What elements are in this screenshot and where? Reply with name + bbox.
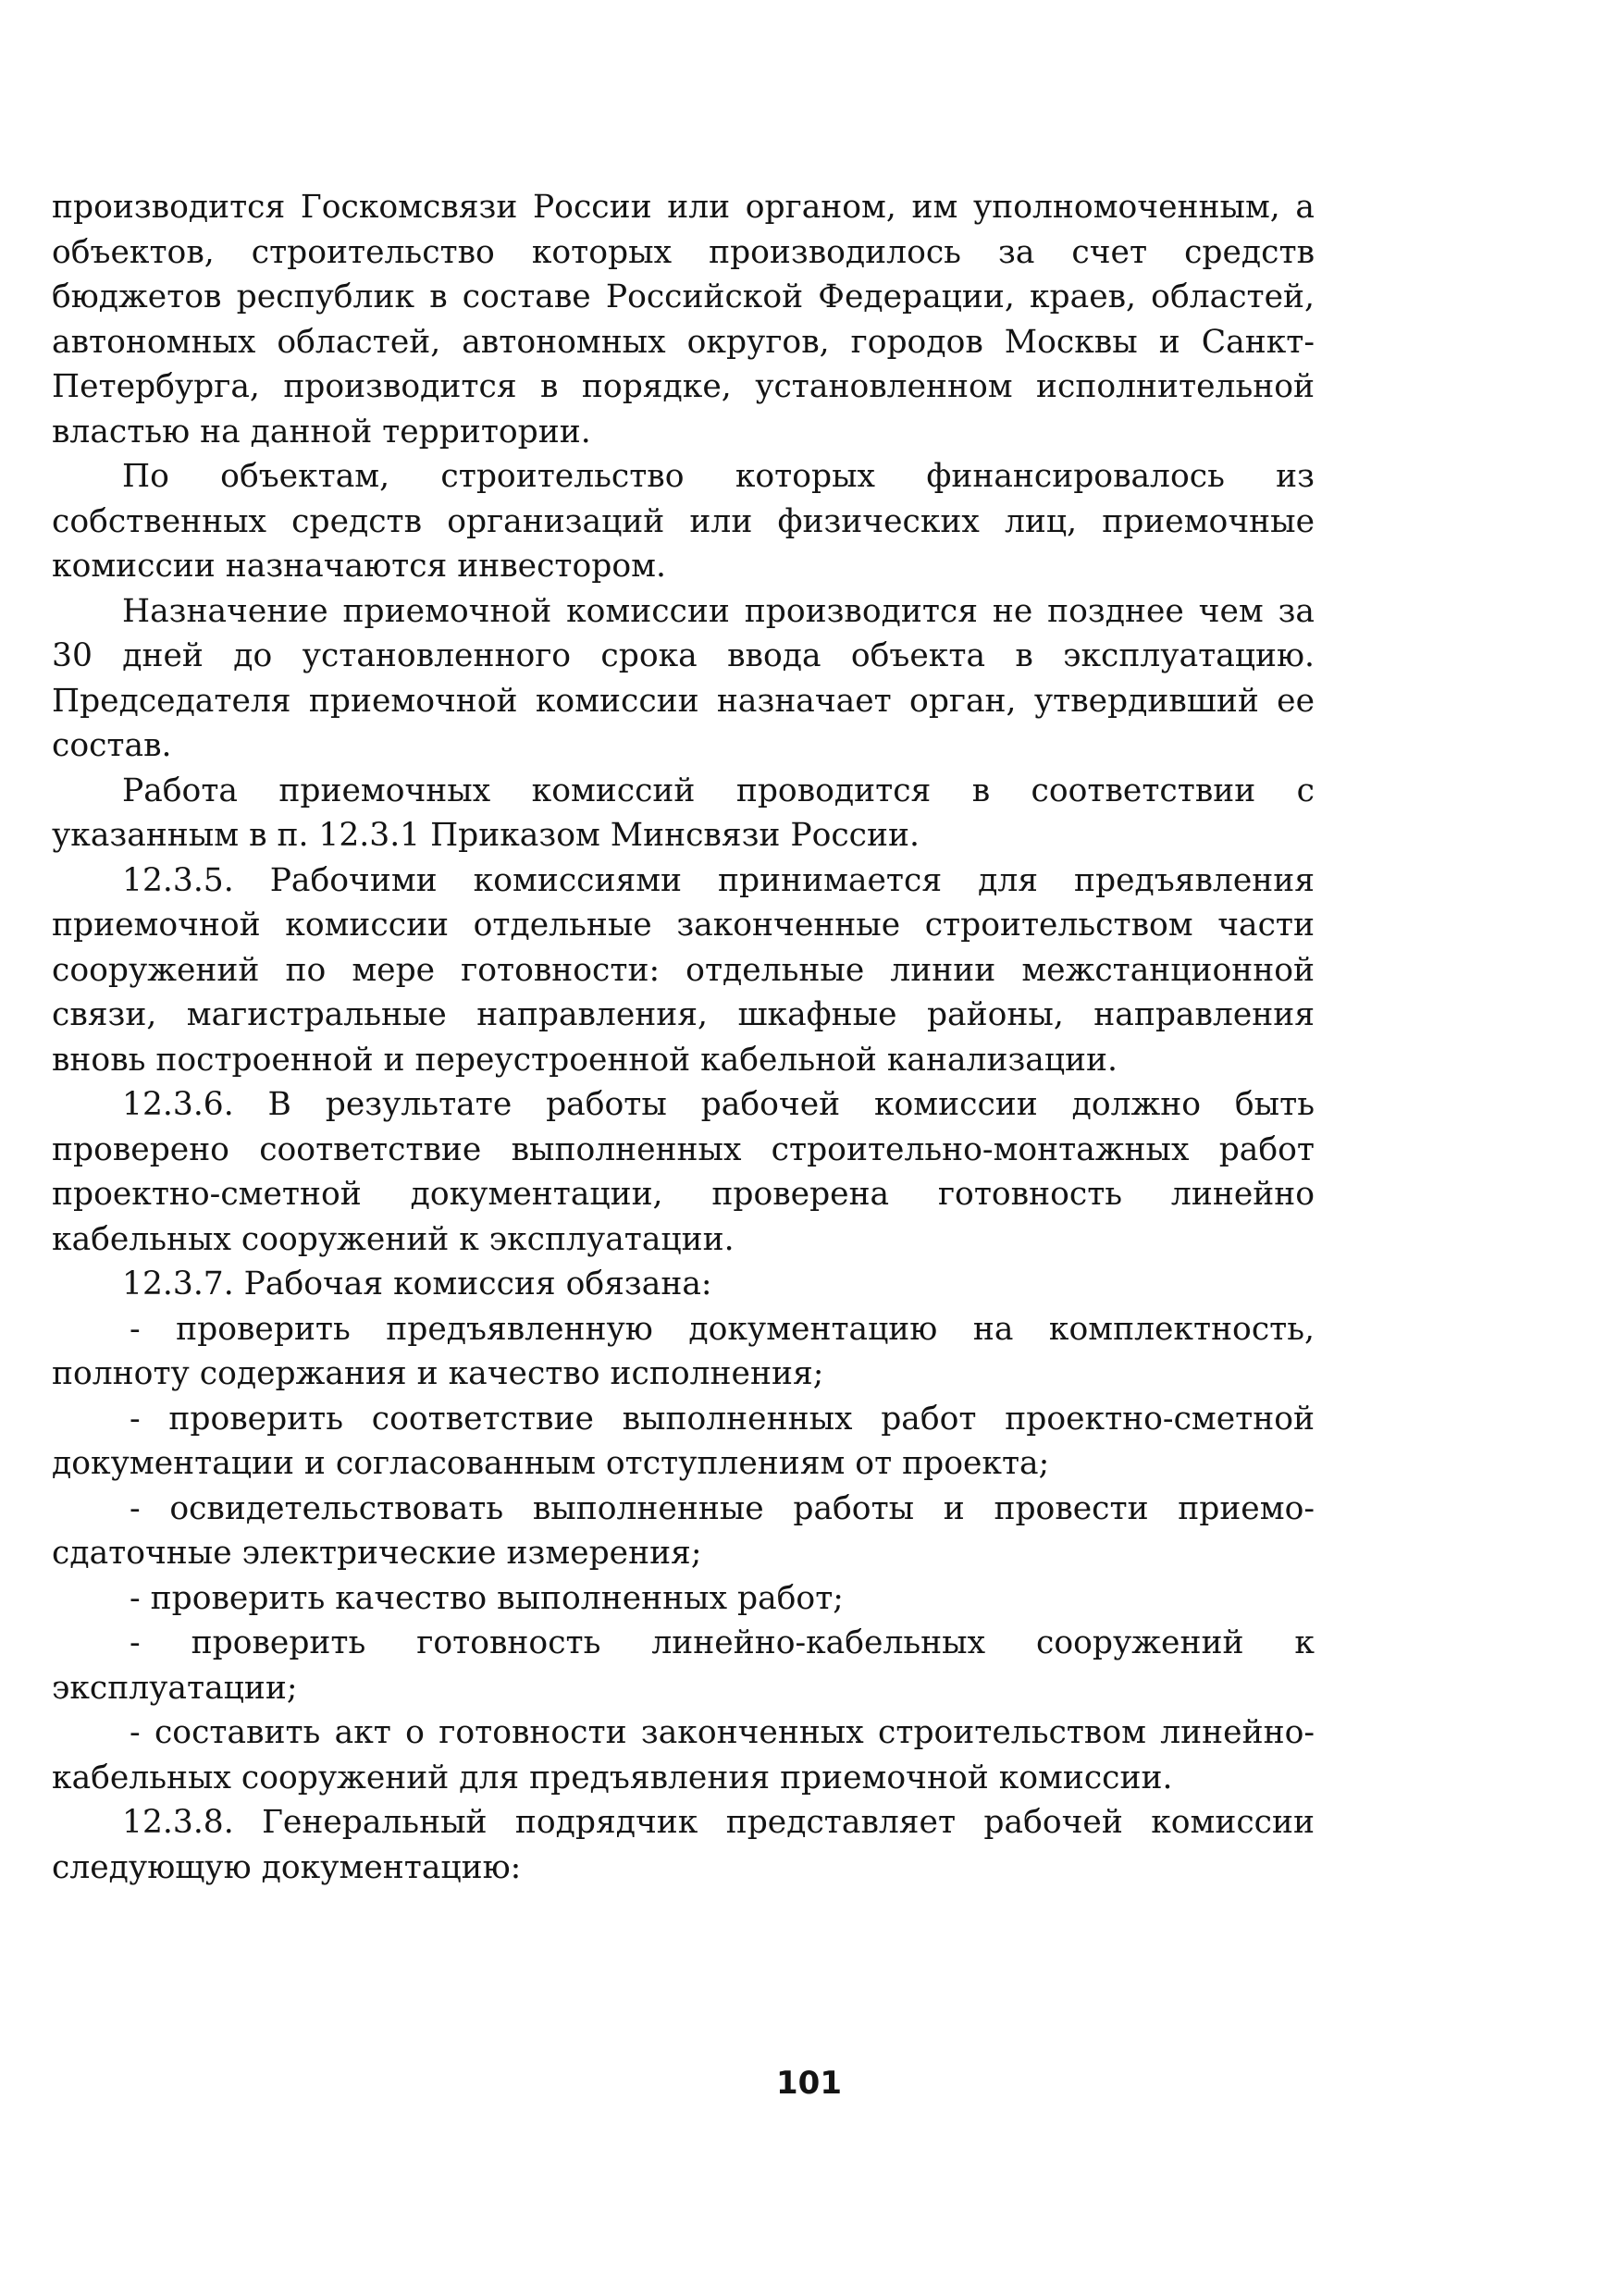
paragraph-12-3-7: 12.3.7. Рабочая комиссия обязана: [122, 1265, 712, 1302]
body-text [52, 185, 1315, 1890]
paragraph-12-3-8: 12.3.8. Генеральный подрядчик представляет рабочей комиссии следующую документацию: [52, 1804, 1315, 1886]
list-item: - освидетельствовать выполненные работы и провести приемо-сдаточные электрические измерения; [52, 1489, 1315, 1572]
paragraph-responsible-bodies: производится Госкомсвязи России или органом, им уполномоченным, а объектов, строительство которых производилось за счет средств бюджетов республик в составе Российской Федерации, краев, областей, автономных областей, автономных округов, городов Москвы и Санкт-Петербурга, производится в порядке, установленном исполнительной властью на данной территории. [52, 189, 1315, 451]
list-item: - проверить соответствие выполненных работ проектно-сметной документации и согласованным отступлениям от проекта; [52, 1400, 1315, 1482]
paragraph-12-3-5: 12.3.5. Рабочими комиссиями принимается для предъявления приемочной комиссии отдельные законченные строительством части сооружений по мере готовности: отдельные линии межстанционной связи, магистральные направления, шкафные районы, направления вновь построенной и переустроенной кабельной канализации. [52, 861, 1315, 1079]
paragraph-appointment: Назначение приемочной комиссии производится не позднее чем за 30 дней до установленного срока ввода объекта в эксплуатацию. Председателя приемочной комиссии назначает орган, утвердивший ее состав. [52, 592, 1315, 764]
paragraph-commission-work: Работа приемочных комиссий проводится в соответствии с указанным в п. 12.3.1 Приказом Минсвязи России. [52, 772, 1315, 854]
list-item: - проверить готовность линейно-кабельных сооружений к эксплуатации; [52, 1624, 1315, 1707]
paragraph-12-3-6: 12.3.6. В результате работы рабочей комиссии должно быть проверено соответствие выполненных строительно-монтажных работ проектно-сметной документации, проверена готовность линейно кабельных сооружений к эксплуатации. [52, 1086, 1315, 1258]
list-item: - проверить предъявленную документацию на комплектность, полноту содержания и качество исполнения; [52, 1310, 1315, 1392]
page-number: 101 [776, 2065, 842, 2102]
paragraph-own-funds: По объектам, строительство которых финансировалось из собственных средств организаций или физических лиц, приемочные комиссии назначаются инвестором. [52, 458, 1315, 585]
list-item: - проверить качество выполненных работ; [130, 1579, 844, 1617]
list-item: - составить акт о готовности законченных строительством линейно-кабельных сооружений для предъявления приемочной комиссии. [52, 1714, 1315, 1796]
